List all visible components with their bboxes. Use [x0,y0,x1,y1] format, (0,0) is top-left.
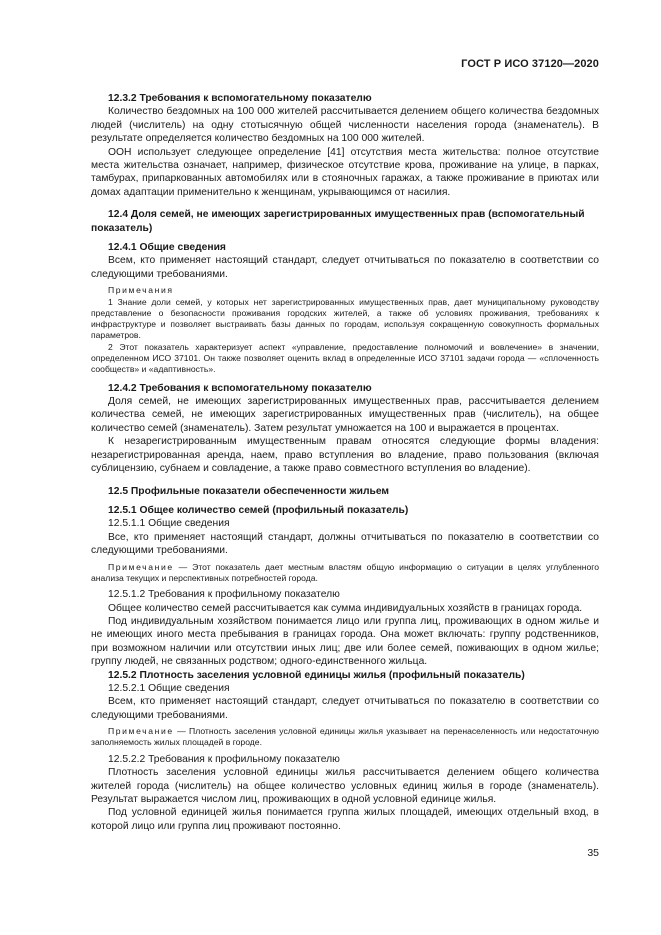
note-2: 2 Этот показатель характеризует аспект «управление, предоставление полномочий и вовлечение» в значении, определенном ИСО 37101. Он также позволяет оценить вклад в определенные ИСО 37101 задачи города — «сплоченность сообществ» и «адаптивность». [91,341,599,375]
note [91,562,599,585]
note-label: Примечание [108,726,174,737]
note [91,726,599,749]
paragraph: Общее количество семей рассчитывается как сумма индивидуальных хозяйств в границах города. [108,602,583,614]
paragraph: Плотность заселения условной единицы жилья рассчитывается делением общего количества жителей города (числитель) на общее количество условных единиц жилья в городе (знаменатель). Результат выражается числом лиц, проживающих в одной условной единице жилья. [91,767,599,805]
notes-heading: Примечания [108,285,174,296]
section-12-5-2-title: 12.5.2 Плотность заселения условной единицы жилья (профильный показатель) [108,669,525,681]
paragraph: ООН использует следующее определение [41] отсутствия места жительства: полное отсутствие места жительства означает, например, физическое отсутствие крова, проживание на улице, в парках, тамбурах, припаркованных автомобилях или в стояночных гаражах, а также проживание в приютах или домах адаптации применительно к женщинам, укрывающимся от насилия. [91,146,599,198]
subsection-12-5-2-2-title: 12.5.2.2 Требования к профильному показателю [108,753,340,765]
page-number: 35 [587,847,599,859]
section-12-4-1-title: 12.4.1 Общие сведения [108,242,226,254]
paragraph: Все, кто применяет настоящий стандарт, должны отчитываться по показателю в соответствии со следующими требованиями. [91,531,599,557]
section-12-3-2-title: 12.3.2 Требования к вспомогательному показателю [108,93,372,104]
note-label: Примечание [108,561,174,572]
paragraph: К незарегистрированным имущественным правам относятся следующие формы владения: незарегистрированная аренда, наем, право вступления во владение, право пользования (включая сублицензию, субнаем и совладение, а также право совместного вступления во владение). [91,436,599,475]
subsection-12-5-2-1-title: 12.5.2.1 Общие сведения [108,682,230,694]
document-header: ГОСТ Р ИСО 37120—2020 [461,58,599,70]
subsection-12-5-1-2-title: 12.5.1.2 Требования к профильному показателю [108,589,340,601]
note-1: 1 Знание доли семей, у которых нет зарегистрированных имущественных прав, дает муниципальному руководству представление о безопасности проживания городских жителей, а также об условиях проживания, требованиях к инфраструктуре и позволяет выстраивать базы данных по городам, используя сокращенную совокупность формальных параметров. [91,296,599,341]
section-12-5-1-title: 12.5.1 Общее количество семей (профильный показатель) [108,504,409,516]
note-text: — Этот показатель дает местным властям общую информацию о ситуации в целях углубленного анализа текущих и перспективных потребностей города. [91,561,599,583]
paragraph: Всем, кто применяет настоящий стандарт, следует отчитываться по показателю в соответствии со следующими требованиями. [91,255,599,280]
section-12-4-title: 12.4 Доля семей, не имеющих зарегистрированных имущественных прав (вспомогательный показатель) [91,209,585,234]
paragraph: Количество бездомных на 100 000 жителей рассчитывается делением общего количества бездомных людей (числитель) на одну стотысячную общей численности населения города (знаменатель). В результате определяется количество бездомных на 100 000 жителей. [91,106,599,145]
paragraph: Под индивидуальным хозяйством понимается лицо или группа лиц, проживающих в одном жилье и не имеющих иного места пребывания в границах города. Она может включать: группу родственников, при возможном наличии или отсутствии иных лиц; две или более семей, поживающих в одном жилье; группу людей, не связанных родством; одного-единственного жильца. [91,615,599,668]
paragraph: Под условной единицей жилья понимается группа жилых площадей, имеющих отдельный вход, в которой лицо или группа лиц проживают постоянно. [91,807,599,832]
section-12-4-2-title: 12.4.2 Требования к вспомогательному показателю [108,382,372,394]
note-text: — Плотность заселения условной единицы жилья указывает на перенаселенность или недостаточную заполняемость жилых площадей в городе. [91,726,599,748]
page-content [91,92,599,833]
paragraph: Доля семей, не имеющих зарегистрированных имущественных прав, рассчитывается делением количества семей, не имеющих зарегистрированных имущественных прав (числитель), на общее количество семей (знаменатель). Затем результат умножается на 100 и выражается в процентах. [91,396,599,434]
subsection-12-5-1-1-title: 12.5.1.1 Общие сведения [108,518,230,530]
section-12-5-title: 12.5 Профильные показатели обеспеченности жильем [108,485,390,497]
paragraph: Всем, кто применяет настоящий стандарт, следует отчитываться по показателю в соответствии со следующими требованиями. [91,696,599,721]
